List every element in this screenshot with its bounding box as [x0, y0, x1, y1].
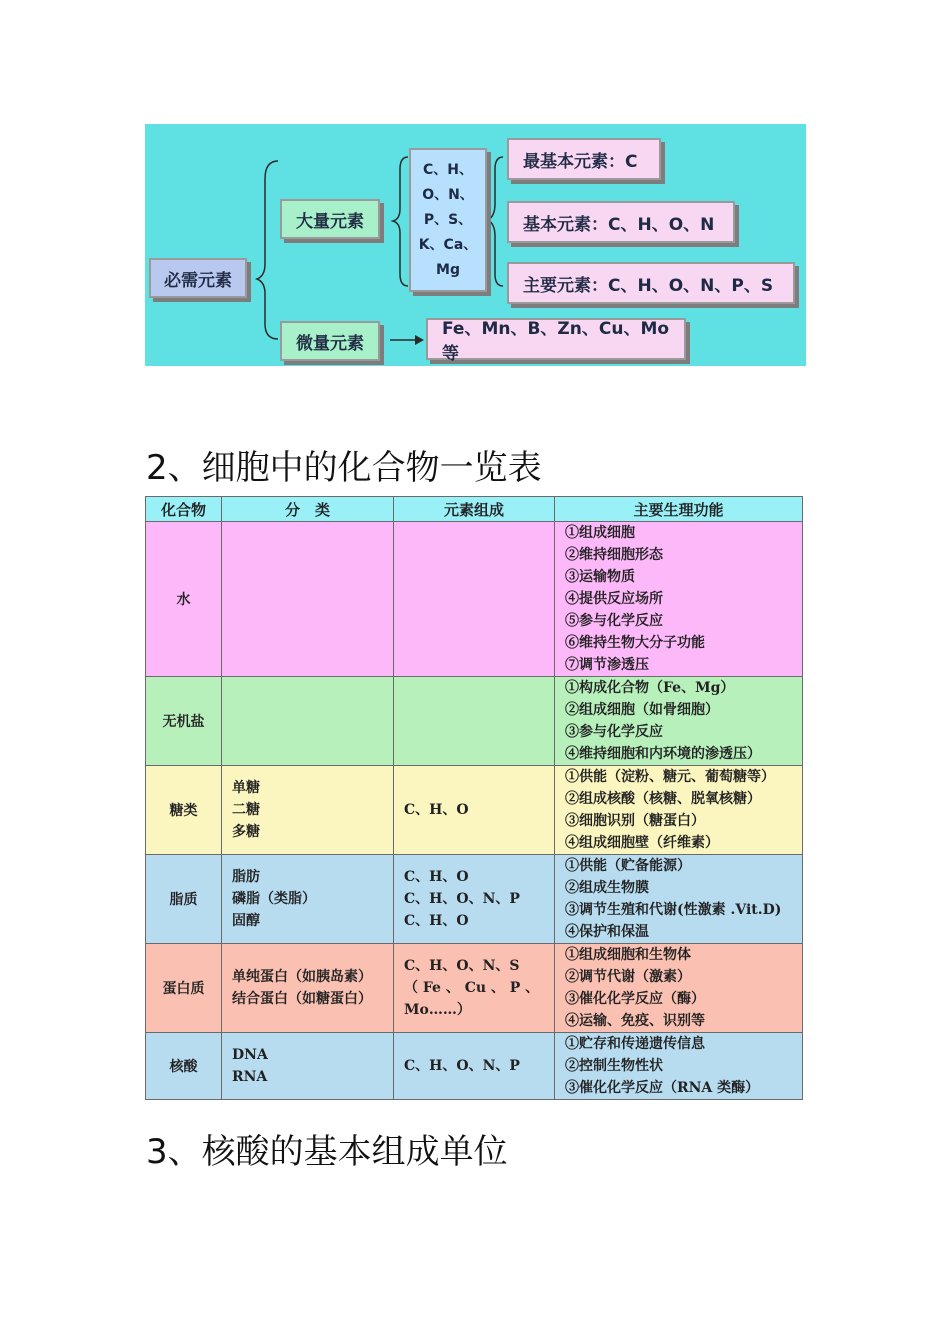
subset-label: 最基本元素：C	[523, 151, 638, 172]
macro-label: 大量元素	[296, 211, 364, 232]
function-item: ③细胞识别（糖蛋白）	[565, 813, 705, 829]
compounds-table-wrap	[145, 496, 802, 1100]
elements-cell	[394, 1033, 555, 1100]
function-item: ⑤参与化学反应	[565, 613, 663, 629]
subset-most-basic	[507, 138, 661, 180]
element-item: C、H、O、N、S	[404, 958, 520, 974]
micro-label: 微量元素	[296, 333, 364, 354]
class-cell	[222, 1033, 394, 1100]
function-cell	[555, 1033, 803, 1100]
function-item: ④维持细胞和内环境的渗透压）	[565, 746, 761, 762]
compound-name: 水	[176, 592, 191, 608]
element-line: O、N、	[422, 186, 474, 203]
macro-elements-list	[409, 148, 487, 292]
class-cell	[222, 522, 394, 677]
function-cell	[555, 522, 803, 677]
elements-cell	[394, 677, 555, 766]
class-cell	[222, 766, 394, 855]
elements-diagram	[145, 124, 806, 366]
header-elements: 元素组成	[394, 497, 555, 522]
function-item: ⑥维持生物大分子功能	[565, 635, 705, 651]
header-compound: 化合物	[146, 497, 222, 522]
element-item: C、H、O、N、P	[404, 1058, 520, 1074]
function-item: ①供能（淀粉、糖元、葡萄糖等）	[565, 769, 775, 785]
class-item: RNA	[232, 1069, 268, 1085]
element-item: C、H、O	[404, 913, 469, 929]
function-item: ②控制生物性状	[565, 1058, 663, 1074]
compounds-table	[145, 496, 803, 1100]
function-item: ④组成细胞壁（纤维素）	[565, 835, 719, 851]
function-item: ②维持细胞形态	[565, 547, 663, 563]
subset-main	[507, 262, 795, 304]
function-item: ①贮存和传递遗传信息	[565, 1036, 705, 1052]
micro-elements-label: Fe、Mn、B、Zn、Cu、Mo 等	[442, 319, 670, 364]
element-line: Mg	[436, 261, 460, 278]
function-item: ④提供反应场所	[565, 591, 663, 607]
class-item: 单糖	[232, 780, 260, 796]
table-row	[146, 766, 803, 855]
table-row	[146, 522, 803, 677]
function-item: ①构成化合物（Fe、Mg）	[565, 680, 735, 696]
table-row	[146, 677, 803, 766]
header-class: 分 类	[222, 497, 394, 522]
function-cell	[555, 766, 803, 855]
element-item: C、H、O、N、P	[404, 891, 520, 907]
table-row	[146, 944, 803, 1033]
class-item: 脂肪	[232, 869, 260, 885]
compound-name: 无机盐	[162, 714, 205, 730]
function-item: ④保护和保温	[565, 924, 649, 940]
function-item: ⑦调节渗透压	[565, 657, 649, 673]
function-item: ①组成细胞	[565, 525, 635, 541]
function-item: ③运输物质	[565, 569, 635, 585]
micro-elements-box	[426, 318, 686, 364]
class-item: 固醇	[232, 913, 260, 929]
class-item: 磷脂（类脂）	[232, 891, 316, 907]
function-item: ②组成细胞（如骨细胞）	[565, 702, 719, 718]
root-node	[149, 258, 247, 298]
function-item: ③催化化学反应（RNA 类酶）	[565, 1080, 760, 1096]
function-item: ③调节生殖和代谢(性激素 .Vit.D)	[565, 902, 782, 918]
function-cell	[555, 855, 803, 944]
class-cell	[222, 677, 394, 766]
element-line: K、Ca、	[418, 236, 478, 253]
compound-name: 脂质	[169, 892, 198, 908]
function-cell	[555, 944, 803, 1033]
table-body	[146, 522, 803, 1100]
subset-basic	[507, 201, 735, 243]
element-item: （ Fe 、 Cu 、 P 、	[404, 980, 540, 996]
element-line: P、S、	[423, 211, 473, 228]
elements-cell	[394, 855, 555, 944]
function-item: ②调节代谢（激素）	[565, 969, 691, 985]
class-item: 结合蛋白（如糖蛋白）	[232, 991, 372, 1007]
function-item: ③参与化学反应	[565, 724, 663, 740]
section-heading-2: 2、细胞中的化合物一览表	[146, 448, 542, 488]
function-cell	[555, 677, 803, 766]
compound-name-cell	[146, 522, 222, 677]
compound-name: 核酸	[169, 1059, 198, 1075]
compound-name-cell	[146, 1033, 222, 1100]
function-item: ③催化化学反应（酶）	[565, 991, 705, 1007]
function-item: ①供能（贮备能源）	[565, 858, 691, 874]
compound-name: 蛋白质	[162, 981, 205, 997]
macro-node	[280, 199, 380, 239]
function-item: ②组成核酸（核糖、脱氧核糖）	[565, 791, 761, 807]
class-item: 多糖	[232, 824, 260, 840]
subset-label: 主要元素：C、H、O、N、P、S	[523, 275, 774, 296]
class-item: 二糖	[232, 802, 260, 818]
elements-cell	[394, 522, 555, 677]
compound-name-cell	[146, 766, 222, 855]
class-cell	[222, 855, 394, 944]
function-item: ①组成细胞和生物体	[565, 947, 691, 963]
header-function: 主要生理功能	[555, 497, 803, 522]
compound-name: 糖类	[169, 803, 198, 819]
elements-cell	[394, 944, 555, 1033]
micro-node	[280, 321, 380, 361]
elements-cell	[394, 766, 555, 855]
class-item: DNA	[232, 1047, 268, 1063]
function-item: ②组成生物膜	[565, 880, 649, 896]
element-item: C、H、O	[404, 802, 469, 818]
compound-name-cell	[146, 855, 222, 944]
class-cell	[222, 944, 394, 1033]
compound-name-cell	[146, 944, 222, 1033]
class-item: 单纯蛋白（如胰岛素）	[232, 969, 372, 985]
element-line: C、H、	[423, 161, 473, 178]
element-item: Mo……）	[404, 1002, 471, 1018]
root-label: 必需元素	[164, 270, 232, 291]
section-heading-3: 3、核酸的基本组成单位	[146, 1132, 508, 1172]
compound-name-cell	[146, 677, 222, 766]
table-row	[146, 855, 803, 944]
subset-label: 基本元素：C、H、O、N	[523, 214, 715, 235]
table-row	[146, 1033, 803, 1100]
table-header-row	[146, 497, 803, 522]
element-item: C、H、O	[404, 869, 469, 885]
function-item: ④运输、免疫、识别等	[565, 1013, 705, 1029]
